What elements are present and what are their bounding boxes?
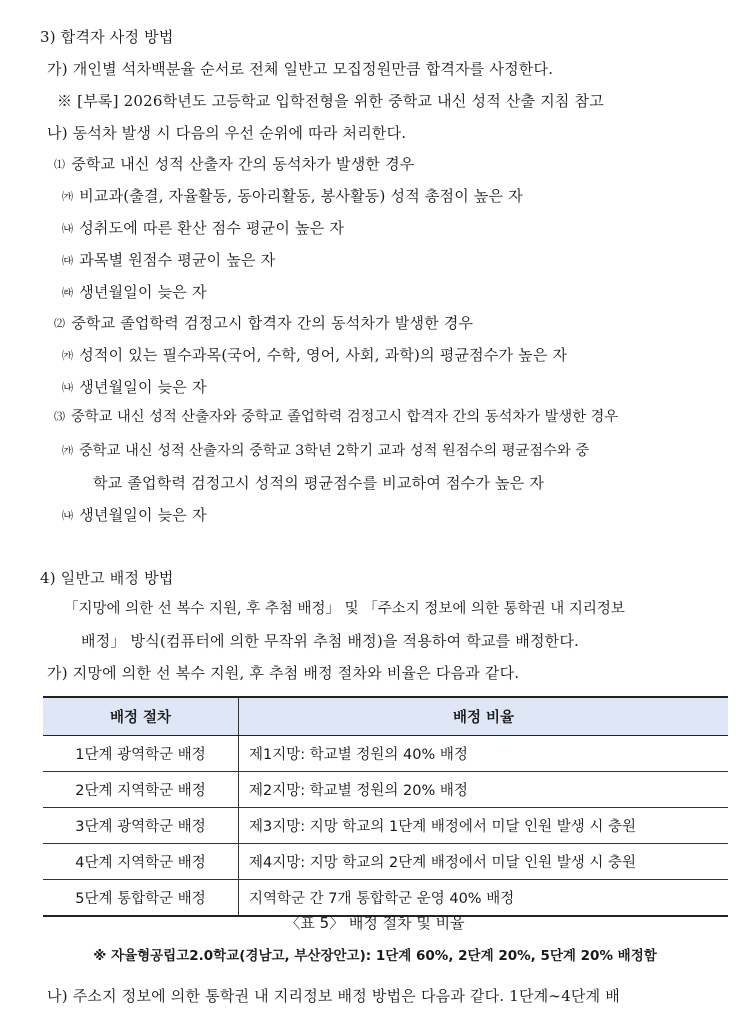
section-3-reference-note: ※ [부록] 2026학년도 고등학교 입학전형을 위한 중학교 내신 성적 산출 지침 참고 <box>57 92 604 110</box>
case-3-title-text: 중학교 내신 성적 산출자와 중학교 졸업학력 검정고시 합격자 간의 동석차가 발생한 경우 <box>71 409 619 425</box>
case-1-rule-3 <box>62 249 275 272</box>
ratio-cell: 제2지망: 학교별 정원의 20% 배정 <box>239 772 729 808</box>
ratio-cell: 제3지망: 지망 학교의 1단계 배정에서 미달 인원 발생 시 충원 <box>239 808 729 844</box>
table-row <box>43 736 728 772</box>
case-3-rule-2 <box>62 504 207 527</box>
case-1-rule-4-text: 생년월일이 늦은 자 <box>79 283 207 301</box>
section-4-intro-line2: 배정」 방식(컴퓨터에 의한 무작위 추첨 배정)을 적용하여 학교를 배정한다. <box>81 632 580 650</box>
case-3-rule-1 <box>62 440 589 462</box>
case-1-rule-3-marker: ㈐ <box>62 254 74 267</box>
case-1-title-text: 중학교 내신 성적 산출자 간의 동석차가 발생한 경우 <box>71 155 415 173</box>
case-1-title <box>54 153 414 176</box>
section-3-item-ga: 가) 개인별 석차백분율 순서로 전체 일반고 모집정원만큼 합격자를 사정한다. <box>47 60 554 78</box>
case-1-marker: ⑴ <box>54 158 66 171</box>
ratio-cell: 제1지망: 학교별 정원의 40% 배정 <box>239 736 729 772</box>
case-1-rule-1-text: 비교과(출결, 자율활동, 동아리활동, 봉사활동) 성적 총점이 높은 자 <box>79 187 523 205</box>
case-2-rule-2-text: 생년월일이 늦은 자 <box>79 378 207 396</box>
case-2-marker: ⑵ <box>54 317 66 330</box>
case-2-rule-1-text: 성적이 있는 필수과목(국어, 수학, 영어, 사회, 과학)의 평균점수가 높은 자 <box>79 346 568 364</box>
table-row <box>43 844 728 880</box>
section-3-heading: 3) 합격자 사정 방법 <box>40 28 174 46</box>
autonomous-school-note: ※ 자율형공립고2.0학교(경남고, 부산장안고): 1단계 60%, 2단계 20%, 5단계 20% 배정함 <box>93 948 657 964</box>
case-3-rule-2-marker: ㈏ <box>62 509 74 522</box>
case-2-rule-1 <box>62 344 567 367</box>
table-caption: 〈표 5〉 배정 절차 및 비율 <box>285 914 465 932</box>
table-row <box>43 772 728 808</box>
procedure-cell: 3단계 광역학군 배정 <box>43 808 239 844</box>
case-3-marker: ⑶ <box>54 410 65 423</box>
header-procedure: 배정 절차 <box>43 697 239 736</box>
section-4-item-ga: 가) 지망에 의한 선 복수 지원, 후 추첨 배정 절차와 비율은 다음과 같다. <box>47 664 520 682</box>
case-1-rule-4 <box>62 281 207 304</box>
header-ratio: 배정 비율 <box>239 697 729 736</box>
case-1-rule-2 <box>62 217 344 240</box>
case-1-rule-2-text: 성취도에 따른 환산 점수 평균이 높은 자 <box>79 219 345 237</box>
case-3-rule-2-text: 생년월일이 늦은 자 <box>79 506 207 524</box>
case-1-rule-1-marker: ㈎ <box>62 190 74 203</box>
section-4-heading: 4) 일반고 배정 방법 <box>40 569 174 587</box>
table-row <box>43 808 728 844</box>
case-1-rule-4-marker: ㈑ <box>62 286 74 299</box>
ratio-cell: 지역학군 간 7개 통합학군 운영 40% 배정 <box>239 880 729 917</box>
case-3-title <box>54 406 618 428</box>
table-row <box>43 880 728 917</box>
case-3-rule-1-text-line1: 중학교 내신 성적 산출자의 중학교 3학년 2학기 교과 성적 원점수의 평균점수와 중 <box>79 443 590 459</box>
table-header-row <box>43 697 728 736</box>
case-3-rule-1-continued: 학교 졸업학력 검정고시 성적의 평균점수를 비교하여 점수가 높은 자 <box>93 474 545 492</box>
section-4-item-na: 나) 주소지 정보에 의한 통학권 내 지리정보 배정 방법은 다음과 같다. 1단계∼4단계 배 <box>47 987 620 1005</box>
procedure-cell: 4단계 지역학군 배정 <box>43 844 239 880</box>
case-2-rule-2 <box>62 376 207 399</box>
section-4-intro-line1: 「지망에 의한 선 복수 지원, 후 추첨 배정」 및 「주소지 정보에 의한 통학권 내 지리정보 <box>64 601 625 617</box>
case-1-rule-3-text: 과목별 원점수 평균이 높은 자 <box>79 251 276 269</box>
section-3-item-na: 나) 동석차 발생 시 다음의 우선 순위에 따라 처리한다. <box>47 124 407 142</box>
procedure-cell: 2단계 지역학군 배정 <box>43 772 239 808</box>
procedure-cell: 5단계 통합학군 배정 <box>43 880 239 917</box>
allocation-table <box>43 696 728 917</box>
case-2-rule-1-marker: ㈎ <box>62 349 74 362</box>
case-2-title <box>54 312 473 335</box>
case-2-rule-2-marker: ㈏ <box>62 381 74 394</box>
case-1-rule-2-marker: ㈏ <box>62 222 74 235</box>
case-1-rule-1 <box>62 185 523 208</box>
case-2-title-text: 중학교 졸업학력 검정고시 합격자 간의 동석차가 발생한 경우 <box>71 314 474 332</box>
procedure-cell: 1단계 광역학군 배정 <box>43 736 239 772</box>
ratio-cell: 제4지망: 지망 학교의 2단계 배정에서 미달 인원 발생 시 충원 <box>239 844 729 880</box>
case-3-rule-1-marker: ㈎ <box>62 444 73 457</box>
